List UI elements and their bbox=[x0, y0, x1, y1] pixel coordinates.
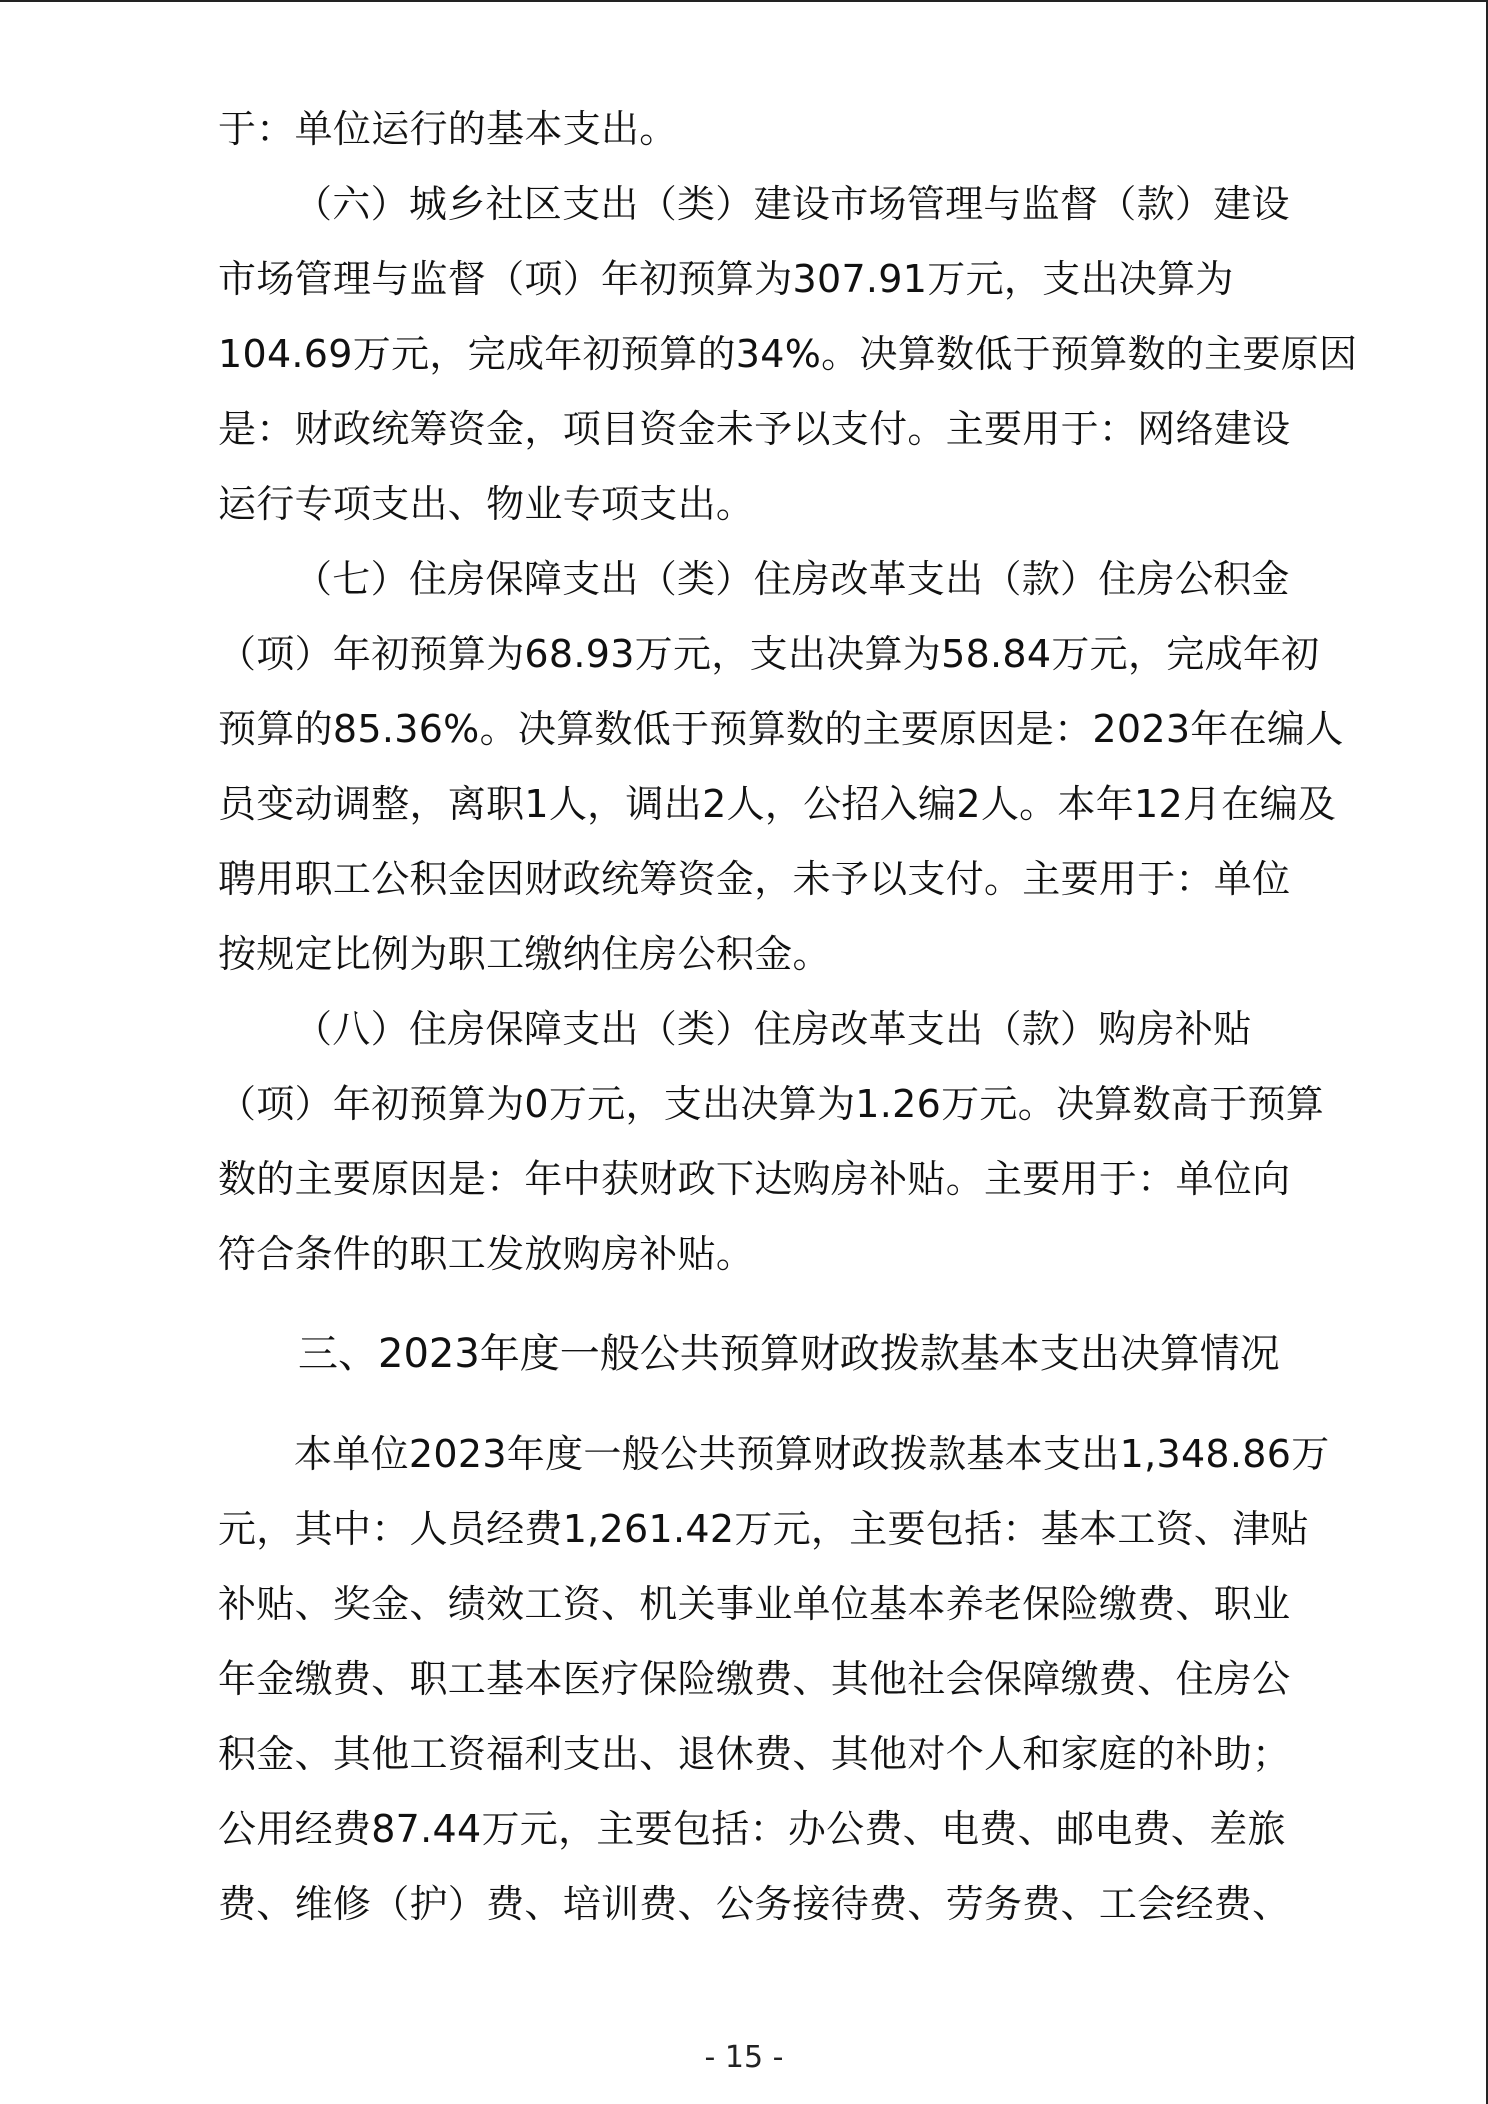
text-line: 数的主要原因是：年中获财政下达购房补贴。主要用于：单位向 bbox=[218, 1157, 1291, 1201]
text-line: 公用经费87.44万元，主要包括：办公费、电费、邮电费、差旅 bbox=[218, 1807, 1286, 1851]
spacer bbox=[218, 1392, 1288, 1417]
paragraph-continued bbox=[218, 92, 1288, 167]
text-line: 年金缴费、职工基本医疗保险缴费、其他社会保障缴费、住房公 bbox=[218, 1657, 1291, 1701]
document-body bbox=[218, 92, 1358, 1942]
text-line: 费、维修（护）费、培训费、公务接待费、劳务费、工会经费、 bbox=[218, 1882, 1291, 1926]
text-line: 员变动调整，离职1人，调出2人，公招入编2人。本年12月在编及 bbox=[218, 782, 1337, 826]
text-line: （七）住房保障支出（类）住房改革支出（款）住房公积金 bbox=[294, 557, 1290, 601]
text-line: 补贴、奖金、绩效工资、机关事业单位基本养老保险缴费、职业 bbox=[218, 1582, 1291, 1626]
paragraph-eight bbox=[218, 992, 1325, 1292]
text-line: 预算的85.36%。决算数低于预算数的主要原因是：2023年在编人 bbox=[218, 707, 1344, 751]
paragraph-seven bbox=[218, 542, 1344, 992]
text-line: 元，其中：人员经费1,261.42万元，主要包括：基本工资、津贴 bbox=[218, 1507, 1309, 1551]
paragraph-six bbox=[218, 167, 1358, 542]
text-line: （八）住房保障支出（类）住房改革支出（款）购房补贴 bbox=[294, 1007, 1252, 1051]
text-line: 市场管理与监督（项）年初预算为307.91万元，支出决算为 bbox=[218, 257, 1234, 301]
paragraph-basic-expenditure bbox=[218, 1417, 1330, 1942]
text-line: 符合条件的职工发放购房补贴。 bbox=[218, 1232, 755, 1276]
text-line: （六）城乡社区支出（类）建设市场管理与监督（款）建设 bbox=[294, 182, 1290, 226]
text-line: （项）年初预算为68.93万元，支出决算为58.84万元，完成年初 bbox=[218, 632, 1320, 676]
spacer bbox=[218, 1292, 1288, 1317]
text-line: 运行专项支出、物业专项支出。 bbox=[218, 482, 755, 526]
page-border-top bbox=[0, 0, 1488, 2]
text-line: 积金、其他工资福利支出、退休费、其他对个人和家庭的补助； bbox=[218, 1732, 1291, 1776]
page-number: - 15 - bbox=[704, 2040, 784, 2075]
text-line: 于：单位运行的基本支出。 bbox=[218, 107, 678, 151]
text-line: （项）年初预算为0万元，支出决算为1.26万元。决算数高于预算 bbox=[218, 1082, 1325, 1126]
text-line: 是：财政统筹资金，项目资金未予以支付。主要用于：网络建设 bbox=[218, 407, 1291, 451]
text-line: 聘用职工公积金因财政统筹资金，未予以支付。主要用于：单位 bbox=[218, 857, 1291, 901]
text-line: 按规定比例为职工缴纳住房公积金。 bbox=[218, 932, 831, 976]
text-line: 104.69万元，完成年初预算的34%。决算数低于预算数的主要原因 bbox=[218, 332, 1358, 376]
section-heading: 三、2023年度一般公共预算财政拨款基本支出决算情况 bbox=[298, 1331, 1280, 1377]
text-line: 本单位2023年度一般公共预算财政拨款基本支出1,348.86万 bbox=[294, 1432, 1330, 1476]
